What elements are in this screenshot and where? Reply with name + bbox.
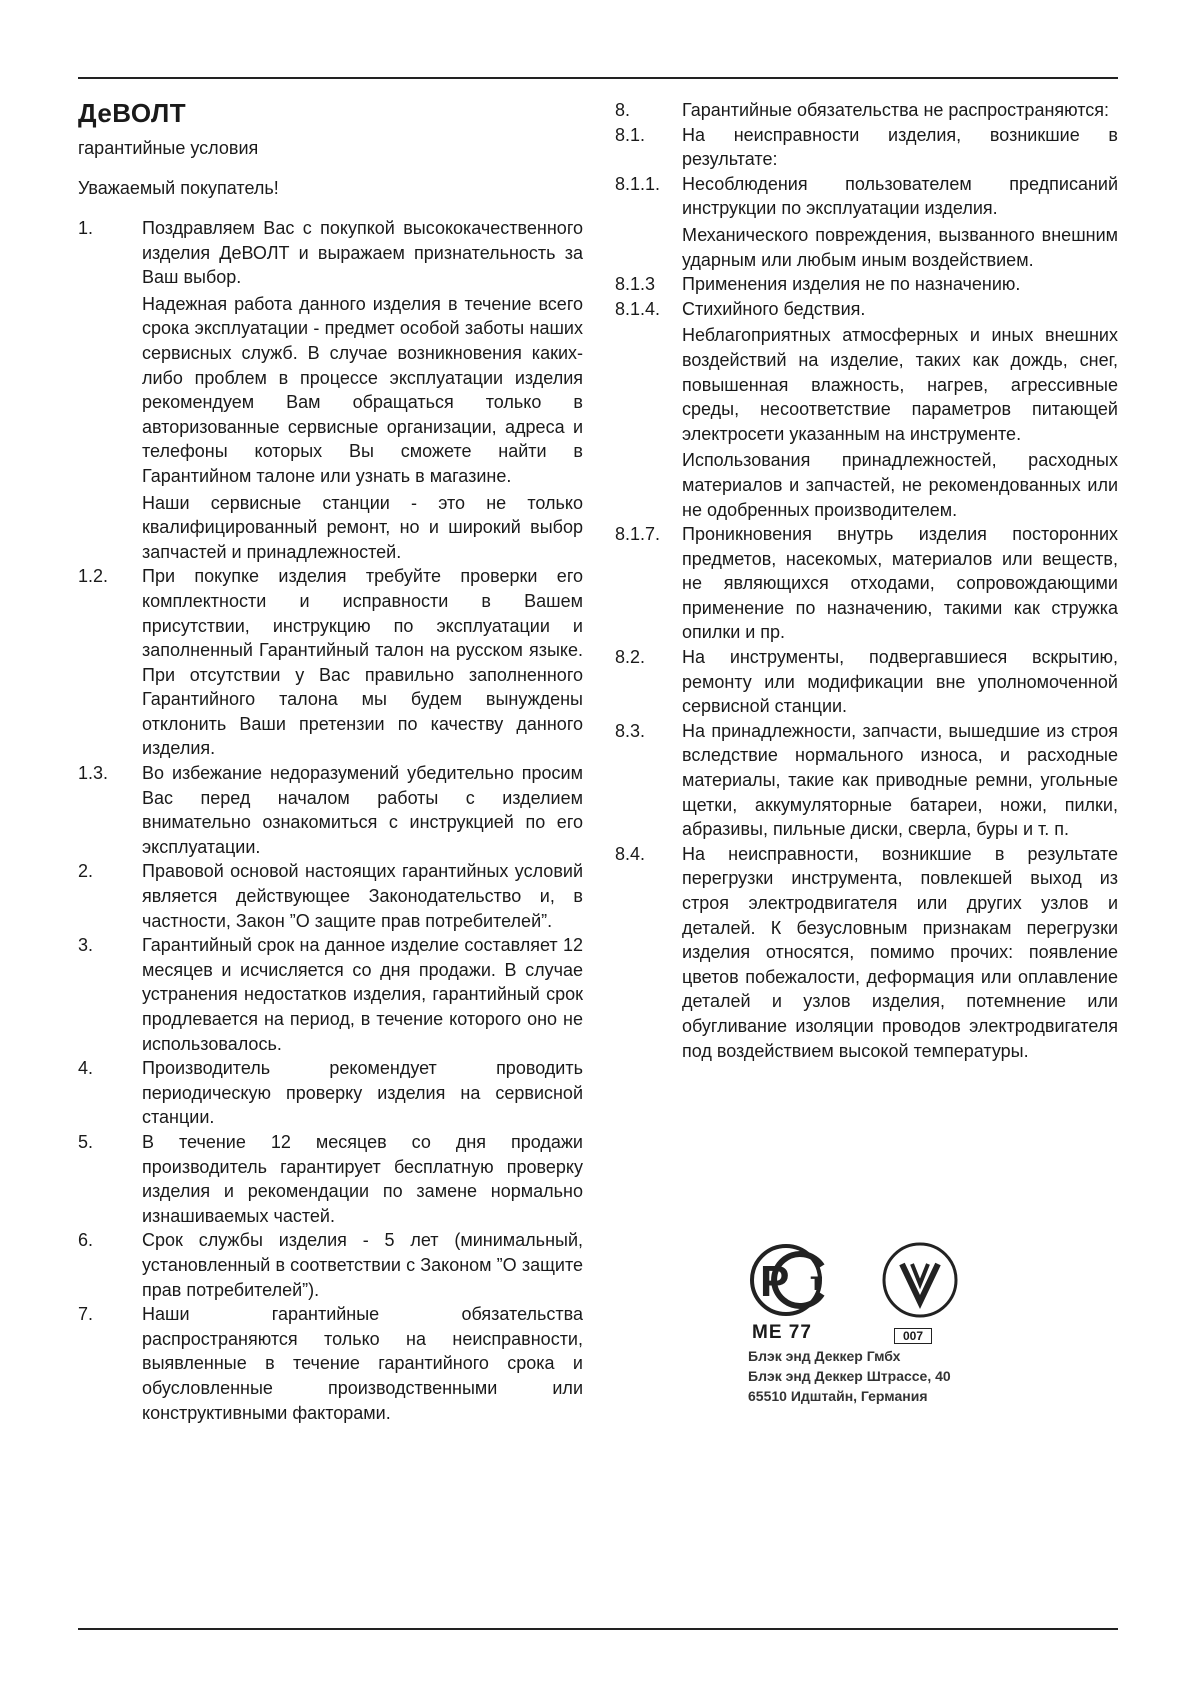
list-item: [615, 522, 1118, 645]
item-number: 3.: [78, 935, 94, 956]
item-paragraph: Производитель рекомендует проводить периодическую проверку изделия на сервисной станции.: [142, 1058, 583, 1128]
item-paragraph: Гарантийный срок на данное изделие составляет 12 месяцев и исчисляется со дня продажи. В случае устранения недостатков изделия, гарантийный срок продлевается на период, в течение которого оно не использовалось.: [142, 935, 583, 1054]
list-item: [615, 842, 1118, 1063]
item-paragraph: Во избежание недоразумений убедительно просим Вас перед началом работы с изделием внимательно ознакомиться с инструкцией по его эксплуатации.: [142, 763, 583, 857]
manufacturer-address: [748, 1346, 951, 1406]
item-paragraph: Правовой основой настоящих гарантийных условий является действующее Законодательство и, в частности, Закон ”О защите прав потребителей”.: [142, 861, 583, 931]
item-text: [682, 645, 1118, 719]
item-paragraph: Гарантийные обязательства не распространяются:: [682, 100, 1110, 120]
item-number: 8.1.4.: [615, 298, 661, 319]
item-number: 1.3.: [78, 763, 109, 784]
item-paragraph: Неблагоприятных атмосферных и иных внешних воздействий на изделие, таких как дождь, снег, повышенная влажность, нагрев, агрессивные среды, несоответствие параметров питающей электросети указанным на инструменте.: [682, 325, 1118, 444]
item-text: [682, 297, 1118, 522]
rst-certification-icon: [748, 1240, 838, 1320]
item-number: 8.1.3: [615, 274, 656, 295]
item-text: [682, 719, 1118, 842]
item-text: [682, 172, 1118, 272]
list-item: [615, 272, 1118, 297]
item-number: 6.: [78, 1230, 94, 1251]
item-paragraph: На принадлежности, запчасти, вышедшие из строя вследствие нормального износа, и расходные материалы, такие как приводные ремни, угольные щетки, аккумуляторные батареи, ножи, пилки, абразивы, пильные диски, сверла, буры и т. п.: [682, 720, 1118, 840]
item-number: 8.1.: [615, 124, 646, 145]
item-number: 7.: [78, 1304, 94, 1325]
item-paragraph: Поздравляем Вас с покупкой высококачественного изделия ДеВОЛТ и выражаем признательность за Ваш выбор.: [142, 218, 583, 288]
item-paragraph: Наши гарантийные обязательства распространяются только на неисправности, выявленные в течение гарантийного срока и обусловленные производственными или конструктивными факторами.: [142, 1304, 583, 1423]
item-number: 8.1.1.: [615, 173, 661, 194]
item-paragraph: Несоблюдения пользователем предписаний инструкции по эксплуатации изделия.: [682, 173, 1118, 219]
left-column: [78, 98, 583, 1425]
item-number: 8.1.7.: [615, 524, 661, 545]
list-item: [78, 1056, 583, 1130]
item-number: 8.: [615, 100, 631, 120]
list-item: [615, 172, 1118, 272]
manufacturer-street: Блэк энд Деккер Штрассе, 40: [748, 1368, 951, 1384]
ukrsepro-certification-icon: [880, 1240, 960, 1320]
brand-title: ДеВОЛТ: [78, 98, 187, 128]
item-paragraph: На неисправности, возникшие в результате перегрузки инструмента, повлекшей выход из строя электродвигателя или других узлов и деталей. К безусловным признакам перегрузки изделия относятся, помимо прочих: появление цветов побежалости, деформация или оплавление деталей и узлов изделия, потемнение или обугливание изоляции проводов электродвигателя под воздействием высокой температуры.: [682, 843, 1118, 1061]
greeting: Уважаемый покупатель!: [78, 178, 279, 198]
item-number: 1.: [78, 218, 94, 238]
item-paragraph: Использования принадлежностей, расходных материалов и запчастей, не рекомендованных или не одобренных производителем.: [682, 450, 1118, 520]
right-column: [615, 98, 1118, 1063]
item-text: [682, 123, 1118, 172]
item-number: 1.2.: [78, 566, 109, 587]
item-paragraph: Применения изделия не по назначению.: [682, 274, 1021, 295]
list-item: [615, 98, 1118, 123]
item-text: [142, 564, 583, 761]
item-paragraph: Наши сервисные станции - это не только квалифицированный ремонт, но и широкий выбор запчастей и принадлежностей.: [142, 492, 583, 562]
item-text: [682, 522, 1118, 645]
item-number: 4.: [78, 1058, 94, 1079]
list-item: [78, 1228, 583, 1302]
rst-code: МЕ 77: [752, 1322, 812, 1343]
list-item: [615, 297, 1118, 522]
item-text: [142, 216, 583, 564]
item-paragraph: При покупке изделия требуйте проверки его комплектности и исправности в Вашем присутствии, инструкцию по эксплуатации и заполненный Гарантийный талон на русском языке. При отсутствии у Вас правильно заполненного Гарантийного талона мы будем вынуждены отклонить Ваши претензии по качеству данного изделия.: [142, 566, 583, 759]
item-paragraph: На неисправности изделия, возникшие в результате:: [682, 124, 1118, 170]
svg-text:P: P: [760, 1257, 790, 1306]
item-text: [142, 1228, 583, 1302]
item-paragraph: В течение 12 месяцев со дня продажи производитель гарантирует бесплатную проверку изделия и рекомендации по замене нормально изнашиваемых частей.: [142, 1131, 583, 1226]
item-text: [142, 1056, 583, 1130]
list-item: [78, 761, 583, 859]
item-paragraph: Проникновения внутрь изделия посторонних предметов, насекомых, материалов или веществ, не являющихся отходами, сопровождающими применение по назначению, такими как стружка опилки и пр.: [682, 524, 1118, 643]
manufacturer-city: 65510 Идштайн, Германия: [748, 1388, 928, 1404]
item-number: 5.: [78, 1131, 94, 1152]
item-text: [142, 1302, 583, 1425]
list-item: [78, 933, 583, 1056]
item-paragraph: На инструменты, подвергавшиеся вскрытию, ремонту или модификации вне уполномоченной сервисной станции.: [682, 647, 1118, 717]
bottom-rule: [78, 1628, 1118, 1630]
svg-text:т: т: [810, 1266, 823, 1296]
list-item: [615, 719, 1118, 842]
top-rule: [78, 77, 1118, 79]
list-item: [615, 123, 1118, 172]
item-text: [682, 98, 1118, 123]
item-text: [682, 272, 1118, 297]
list-item: [78, 216, 583, 564]
item-paragraph: Стихийного бедствия.: [682, 298, 866, 319]
item-number: 8.3.: [615, 720, 646, 741]
item-text: [142, 761, 583, 859]
item-text: [682, 842, 1118, 1063]
item-text: [142, 859, 583, 933]
item-paragraph: Срок службы изделия - 5 лет (минимальный, установленный в соответствии с Законом ”О защите прав потребителей”).: [142, 1230, 583, 1300]
list-item: [78, 859, 583, 933]
item-number: 8.4.: [615, 843, 646, 864]
list-item: [78, 1302, 583, 1425]
list-item: [615, 645, 1118, 719]
item-number: 2.: [78, 861, 94, 882]
item-paragraph: Надежная работа данного изделия в течение всего срока эксплуатации - предмет особой заботы наших сервисных служб. В случае возникновения каких-либо проблем в процессе эксплуатации изделия рекомендуем Вам обращаться только в авторизованные сервисные организации, адреса и телефоны которых Вы сможете найти в Гарантийном талоне или узнать в магазине.: [142, 293, 583, 486]
item-text: [142, 1130, 583, 1228]
item-text: [142, 933, 583, 1056]
ukrsepro-number: 007: [894, 1328, 932, 1344]
item-number: 8.2.: [615, 647, 646, 668]
subtitle: гарантийные условия: [78, 138, 259, 158]
manufacturer-name: Блэк энд Деккер Гмбх: [748, 1348, 901, 1364]
list-item: [78, 564, 583, 761]
list-item: [78, 1130, 583, 1228]
item-paragraph: Механического повреждения, вызванного внешним ударным или любым иным воздействием.: [682, 224, 1118, 270]
